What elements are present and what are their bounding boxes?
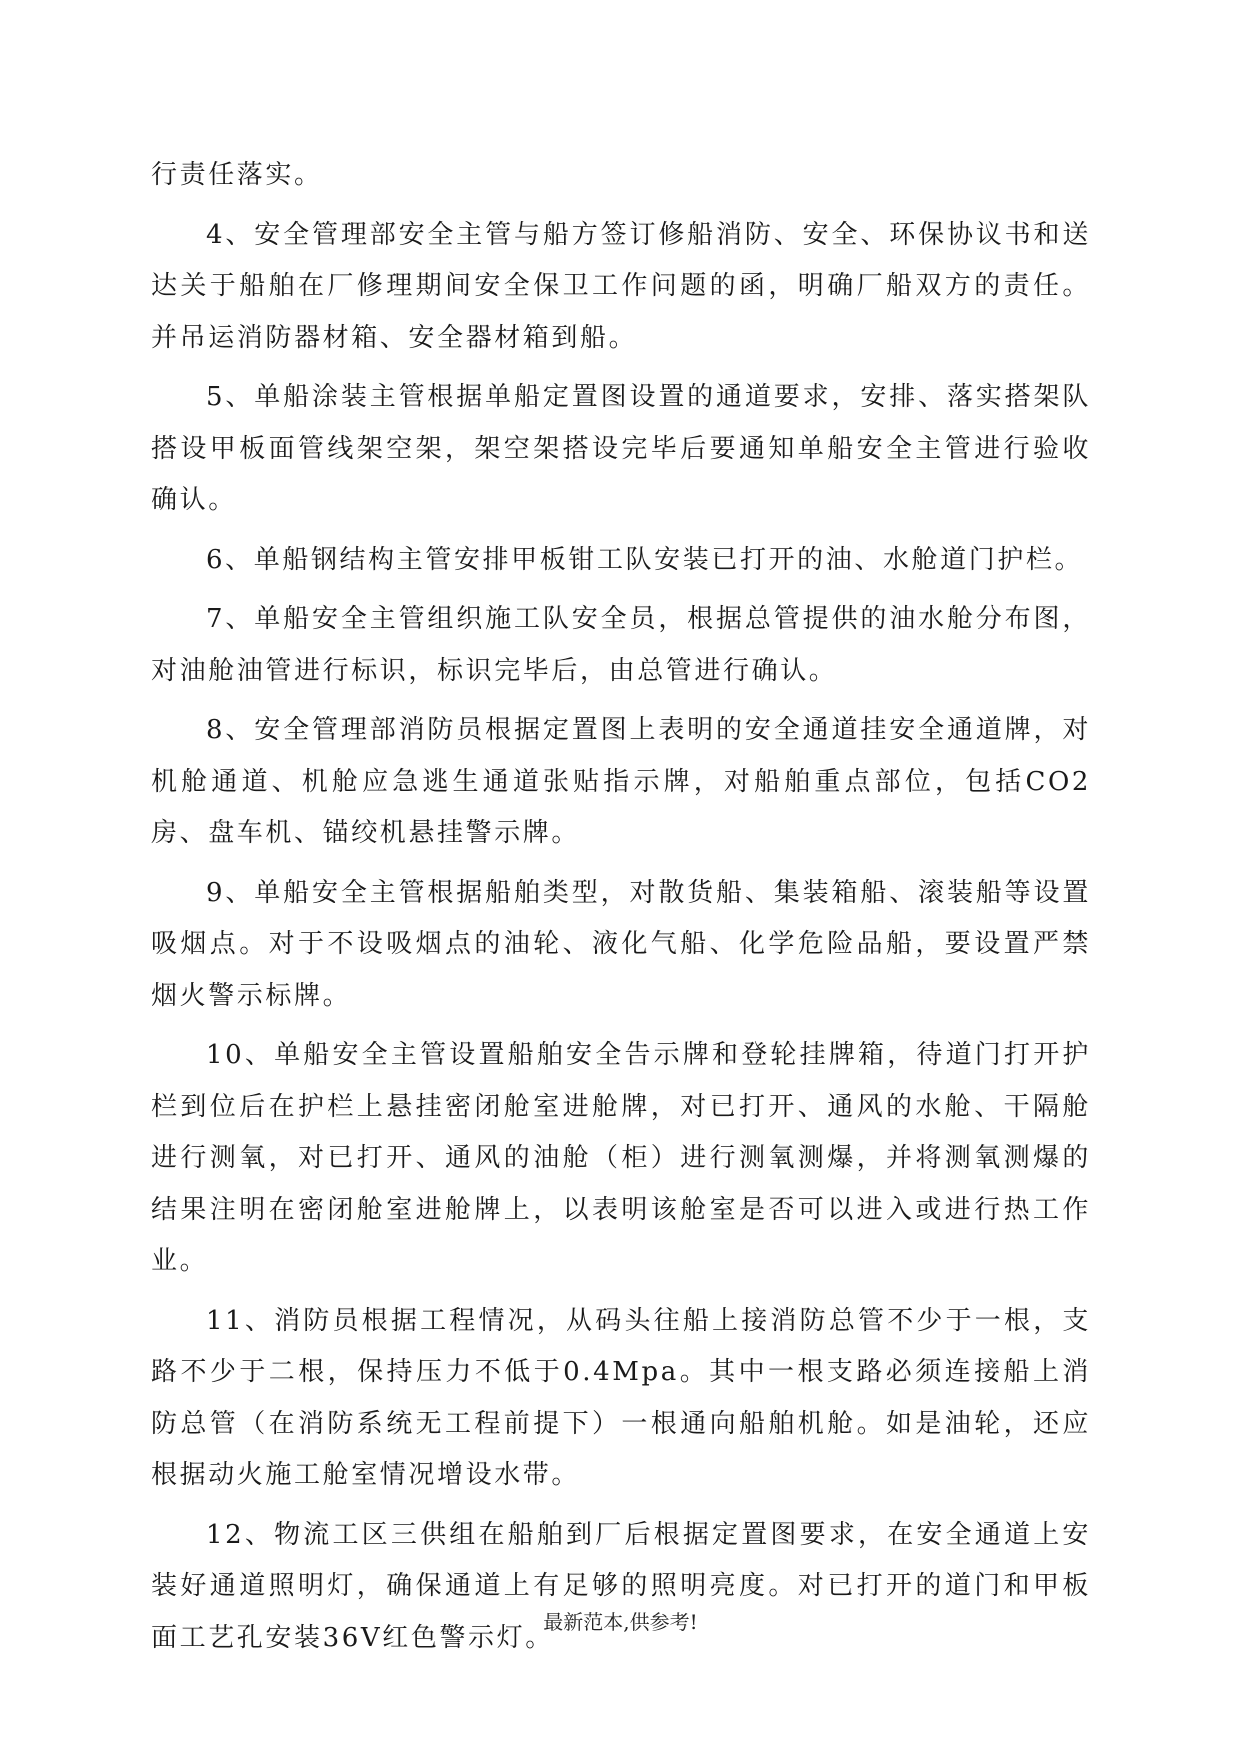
paragraph-item-4: 4、安全管理部安全主管与船方签订修船消防、安全、环保协议书和送达关于船舶在厂修理期间安全保卫工作问题的函，明确厂船双方的责任。并吊运消防器材箱、安全器材箱到船。 bbox=[151, 219, 1091, 353]
paragraph-item-9: 9、单船安全主管根据船舶类型，对散货船、集装箱船、滚装船等设置吸烟点。对于不设吸烟点的油轮、液化气船、化学危险品船，要设置严禁烟火警示标牌。 bbox=[151, 877, 1091, 1011]
paragraph-item-7: 7、单船安全主管组织施工队安全员，根据总管提供的油水舱分布图，对油舱油管进行标识，标识完毕后，由总管进行确认。 bbox=[151, 604, 1091, 686]
paragraph-continuation: 行责任落实。 bbox=[151, 160, 323, 190]
paragraph-item-6: 6、单船钢结构主管安排甲板钳工队安装已打开的油、水舱道门护栏。 bbox=[206, 544, 1084, 575]
paragraph-item-8: 8、安全管理部消防员根据定置图上表明的安全通道挂安全通道牌，对机舱通道、机舱应急逃生通道张贴指示牌，对船舶重点部位，包括CO2房、盘车机、锚绞机悬挂警示牌。 bbox=[151, 715, 1091, 848]
paragraph-item-5: 5、单船涂装主管根据单船定置图设置的通道要求，安排、落实搭架队搭设甲板面管线架空架，架空架搭设完毕后要通知单船安全主管进行验收确认。 bbox=[151, 382, 1091, 515]
page-footer: 最新范本,供参考! bbox=[543, 1610, 698, 1634]
paragraph-item-10: 10、单船安全主管设置船舶安全告示牌和登轮挂牌箱，待道门打开护栏到位后在护栏上悬挂密闭舱室进舱牌，对已打开、通风的水舱、干隔舱进行测氧，对已打开、通风的油舱（柜）进行测氧测爆，并将测氧测爆的结果注明在密闭舱室进舱牌上，以表明该舱室是否可以进入或进行热工作业。 bbox=[151, 1040, 1091, 1276]
paragraph-item-11: 11、消防员根据工程情况，从码头往船上接消防总管不少于一根，支路不少于二根，保持压力不低于0.4Mpa。其中一根支路必须连接船上消防总管（在消防系统无工程前提下）一根通向船舶机舱。如是油轮，还应根据动火施工舱室情况增设水带。 bbox=[151, 1305, 1091, 1490]
document-body bbox=[151, 150, 1091, 1672]
paragraph-item-12: 12、物流工区三供组在船舶到厂后根据定置图要求，在安全通道上安装好通道照明灯，确保通道上有足够的照明亮度。对已打开的道门和甲板面工艺孔安装36V红色警示灯。 bbox=[151, 1519, 1091, 1653]
